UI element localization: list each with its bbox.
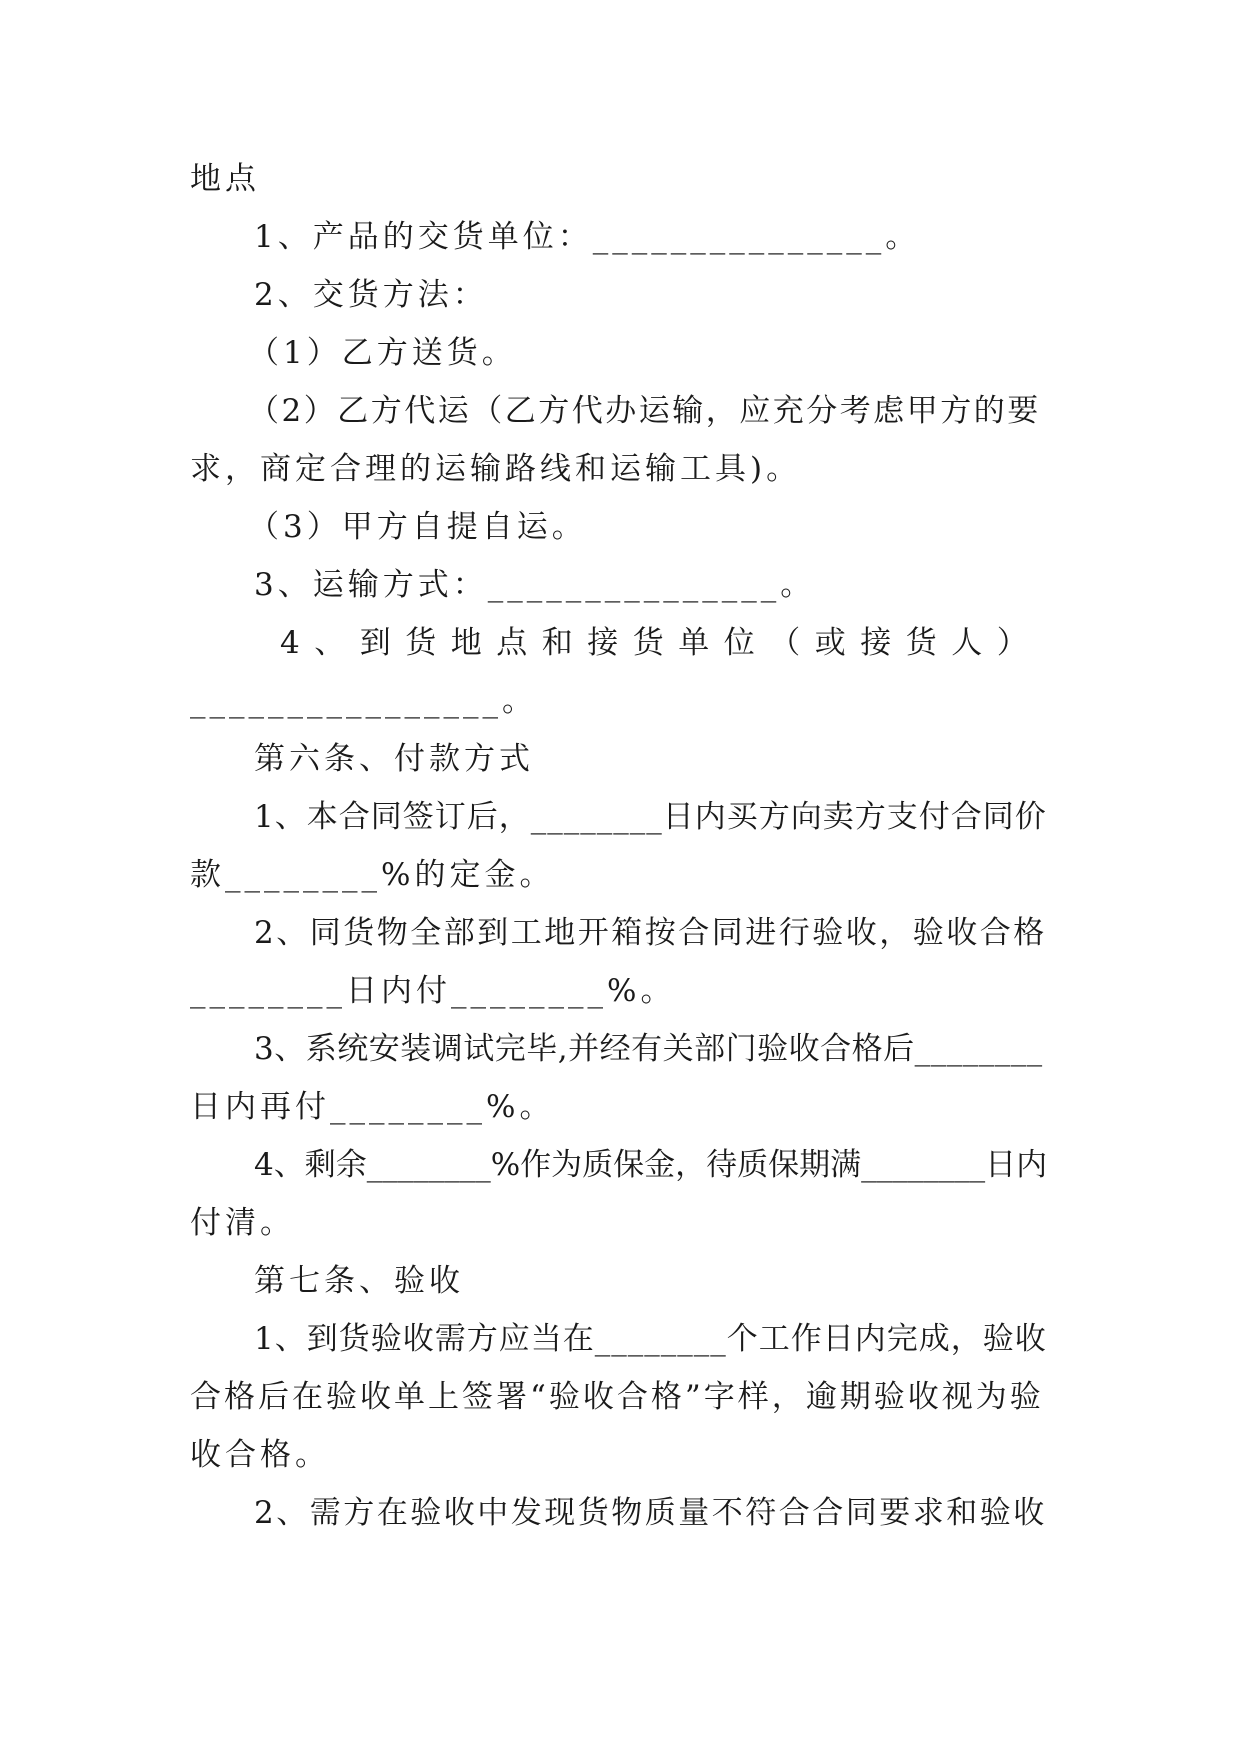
text-line: 4、剩余________%作为质保金，待质保期满________日内 [254, 1147, 1048, 1183]
text-line: （1）乙方送货。 [248, 335, 517, 371]
text-line: 付清。 [190, 1205, 295, 1241]
text-line: 日内再付________%。 [190, 1089, 555, 1125]
text-line: 合格后在验收单上签署“验收合格”字样，逾期验收视为验 [190, 1379, 1044, 1415]
text-line: （3）甲方自提自运。 [248, 509, 587, 545]
text-line: ________________。 [190, 683, 537, 719]
text-line: 1、本合同签订后，________日内买方向卖方支付合同价 [254, 799, 1047, 835]
text-line: （2）乙方代运（乙方代办运输，应充分考虑甲方的要 [248, 393, 1041, 429]
text-line: 款________%的定金。 [190, 857, 555, 893]
text-line: 1、产品的交货单位：_______________。 [254, 219, 921, 255]
text-line: 4、到货地点和接货单位（或接货人） [280, 625, 1043, 661]
text-line: 收合格。 [190, 1437, 330, 1473]
text-line: 2、需方在验收中发现货物质量不符合合同要求和验收 [254, 1495, 1047, 1531]
text-line: 3、系统安装调试完毕,并经有关部门验收合格后________ [254, 1031, 1043, 1067]
text-line: 地点 [190, 161, 260, 197]
text-line: ________日内付________%。 [190, 973, 676, 1009]
text-line: 求，商定合理的运输路线和运输工具)。 [190, 451, 802, 487]
text-line: 3、运输方式：_______________。 [254, 567, 816, 603]
document-body [190, 150, 1050, 1542]
section-heading: 第六条、付款方式 [254, 741, 534, 777]
text-line: 2、交货方法： [254, 277, 488, 313]
text-line: 2、同货物全部到工地开箱按合同进行验收，验收合格 [254, 915, 1047, 951]
text-line: 1、到货验收需方应当在________个工作日内完成，验收 [254, 1321, 1047, 1357]
section-heading: 第七条、验收 [254, 1263, 464, 1299]
